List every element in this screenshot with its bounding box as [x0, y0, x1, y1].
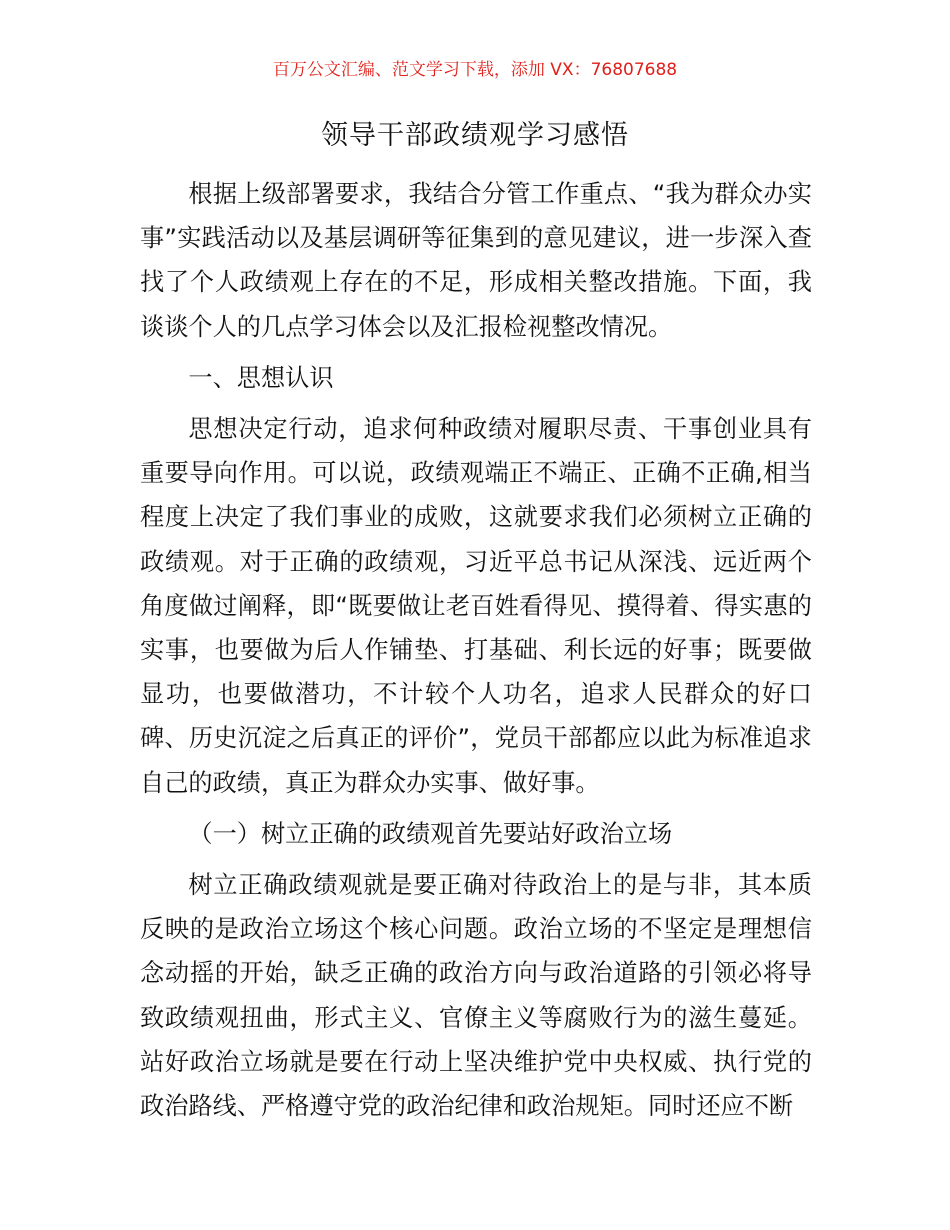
- paragraph-gap: [140, 349, 812, 356]
- paragraph-gap: [140, 805, 812, 812]
- document-body: [140, 172, 812, 1128]
- paragraph-gap: [140, 856, 812, 863]
- subsection-1-paragraph: 树立正确政绩观就是要正确对待政治上的是与非，其本质反映的是政治立场这个核心问题。政治立场的不坚定是理想信念动摇的开始，缺乏正确的政治方向与政治道路的引领必将导致政绩观扭曲，形式主义、官僚主义等腐败行为的滋生蔓延。站好政治立场就是要在行动上坚决维护党中央权威、执行党的政治路线、严格遵守党的政治纪律和政治规矩。同时还应不断: [140, 871, 812, 1121]
- section-1-paragraph: 思想决定行动，追求何种政绩对履职尽责、干事创业具有重要导向作用。可以说，政绩观端正不端正、正确不正确,相当程度上决定了我们事业的成败，这就要求我们必须树立正确的政绩观。对于正确的政绩观，习近平总书记从深浅、远近两个角度做过阐释，即“既要做让老百姓看得见、摸得着、得实惠的实事，也要做为后人作铺垫、打基础、利长远的好事；既要做显功，也要做潜功，不计较个人功名，追求人民群众的好口碑、历史沉淀之后真正的评价”，党员干部都应以此为标准追求自己的政绩，真正为群众办实事、做好事。: [140, 415, 812, 797]
- paragraph-gap: [140, 400, 812, 407]
- subsection-heading-1: （一）树立正确的政绩观首先要站好政治立场: [188, 819, 673, 848]
- intro-paragraph: 根据上级部署要求，我结合分管工作重点、“我为群众办实事”实践活动以及基层调研等征集到的意见建议，进一步深入查找了个人政绩观上存在的不足，形成相关整改措施。下面，我谈谈个人的几点学习体会以及汇报检视整改情况。: [140, 180, 812, 341]
- section-heading-1: 一、思想认识: [188, 363, 334, 392]
- page-title: 领导干部政绩观学习感悟: [321, 120, 629, 151]
- header-banner: 百万公文汇编、范文学习下载，添加 VX：76807688: [272, 60, 678, 80]
